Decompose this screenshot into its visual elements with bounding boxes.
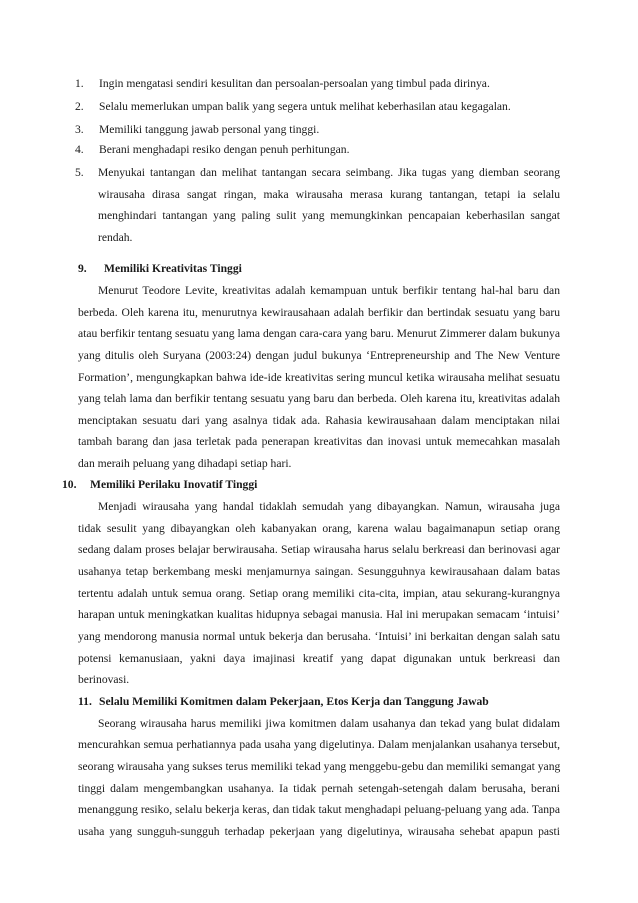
list-item <box>0 123 638 136</box>
list-item-text: Selalu memerlukan umpan balik yang segera untuk melihat keberhasilan atau kegagalan. <box>99 100 511 113</box>
list-item-text-line: menghindari tantangan yang paling sulit yang memungkinkan pencapaian keberhasilan sangat <box>98 209 560 222</box>
paragraph-line: tambah barang dan jasa terletak pada penerapan kreativitas dan inovasi untuk memecahkan masalah <box>78 435 560 448</box>
paragraph-line: menciptakan sesuatu dari yang asalnya tidak ada. Rahasia kewirausahaan dalam menciptakan nilai <box>78 414 560 427</box>
paragraph-line: Menjadi wirausaha yang handal tidaklah semudah yang dibayangkan. Namun, wirausaha juga <box>98 500 560 513</box>
paragraph-line: yang ditulis oleh Suryana (2003:24) dengan judul bukunya ‘Entrepreneurship and The New Venture <box>78 349 560 362</box>
list-item-text-line: wirausaha dirasa sangat ringan, maka wirausaha merasa kurang tantangan, tetapi ia selalu <box>98 188 560 201</box>
paragraph-line: tinggi dalam mengembangkan usahanya. Ia tidak pernah setengah-setengah dalam berusaha, berani <box>78 782 560 795</box>
list-item-number: 3. <box>75 123 84 136</box>
paragraph-line: atau berfikir tentang sesuatu yang lama dengan cara-cara yang baru. Menurut Zimmerer dalam bukunya <box>78 327 560 340</box>
paragraph-line: tertentu adalah untuk semua orang. Setiap orang memiliki cita-cita, impian, atau sekurang-kurangnya <box>78 587 560 600</box>
section-heading <box>62 478 257 491</box>
paragraph-line: dan meraih peluang yang dihadapi setiap hari. <box>78 457 292 470</box>
list-item <box>0 77 638 90</box>
paragraph-line: seorang wirausaha yang sukses terus memiliki tekad yang menggebu-gebu dan memiliki semangat yang <box>78 760 561 773</box>
list-item-number: 4. <box>75 143 84 156</box>
list-item-number: 2. <box>75 100 84 113</box>
paragraph-line: Formation’, mengungkapkan bahwa ide-ide kreativitas sering muncul ketika wirausaha melihat sesuatu <box>78 371 560 384</box>
section-title: Selalu Memiliki Komitmen dalam Pekerjaan, Etos Kerja dan Tanggung Jawab <box>99 695 489 708</box>
paragraph-line: berinovasi. <box>78 673 130 686</box>
paragraph-line: potensi kemanusiaan, yakni daya imajinasi kreatif yang dapat digunakan untuk berkreasi dan <box>78 652 560 665</box>
paragraph-line: berbeda. Oleh karena itu, menurutnya kewirausahaan adalah berfikir dan bertindak sesuatu yang baru <box>78 306 560 319</box>
list-item-number: 1. <box>75 77 84 90</box>
section-title: Memiliki Perilaku Inovatif Tinggi <box>90 478 258 491</box>
list-item <box>0 100 638 113</box>
section-number: 9. <box>78 262 87 275</box>
paragraph-line: Menurut Teodore Levite, kreativitas adalah kemampuan untuk berfikir tentang hal-hal baru dan <box>98 284 560 297</box>
paragraph-line: harapan untuk meningkatkan kualitas hidupnya sebagai manusia. Hal ini merupakan semacam ‘intuisi’ <box>78 608 560 621</box>
paragraph-line: usahanya tetap berkembang meski menjamurnya saingan. Sesungguhnya kewirausahaan dalam batas <box>78 565 560 578</box>
paragraph-line: mencurahkan semua perhatiannya pada usaha yang digelutinya. Dalam menjalankan usahanya tersebut, <box>78 738 560 751</box>
list-item-text: Ingin mengatasi sendiri kesulitan dan persoalan-persoalan yang timbul pada dirinya. <box>99 77 490 90</box>
paragraph-line: Seorang wirausaha harus memiliki jiwa komitmen dalam usahanya dan tekad yang bulat didalam <box>98 717 560 730</box>
paragraph-line: usaha yang sungguh-sungguh terhadap pekerjaan yang digelutinya, wirausaha sehebat apapun pasti <box>78 825 560 838</box>
section-title: Memiliki Kreativitas Tinggi <box>104 262 242 275</box>
list-item <box>0 143 638 156</box>
paragraph-line: sedang dalam proses belajar berwirausaha. Setiap wirausaha harus selalu berkreasi dan berinovasi agar <box>78 543 560 556</box>
list-item-text: Memiliki tanggung jawab personal yang tinggi. <box>99 123 320 136</box>
paragraph-line: yang telah lama dan berfikir tentang sesuatu yang baru dan berbeda. Oleh karena itu, kreativitas adalah <box>78 392 560 405</box>
paragraph-line: tidak sesulit yang dibayangkan oleh kabanyakan orang, karena walau bagaimanapun setiap orang <box>78 522 560 535</box>
paragraph-line: yang mendorong manusia normal untuk bekerja dan berusaha. ‘Intuisi’ ini berkaitan dengan salah satu <box>78 630 560 643</box>
paragraph-line: menanggung resiko, selalu bekerja keras, dan tidak takut menghadapi peluang-peluang yang ada. Tanpa <box>78 803 560 816</box>
list-item-text: Berani menghadapi resiko dengan penuh perhitungan. <box>99 143 350 156</box>
section-heading <box>78 695 489 708</box>
section-number: 11. <box>78 695 92 708</box>
list-item-text-line: Menyukai tantangan dan melihat tantangan secara seimbang. Jika tugas yang diemban seorang <box>98 166 560 179</box>
section-number: 10. <box>62 478 77 491</box>
list-item-text-line: rendah. <box>98 231 133 244</box>
list-item-number: 5. <box>75 166 84 179</box>
section-heading <box>78 262 242 275</box>
